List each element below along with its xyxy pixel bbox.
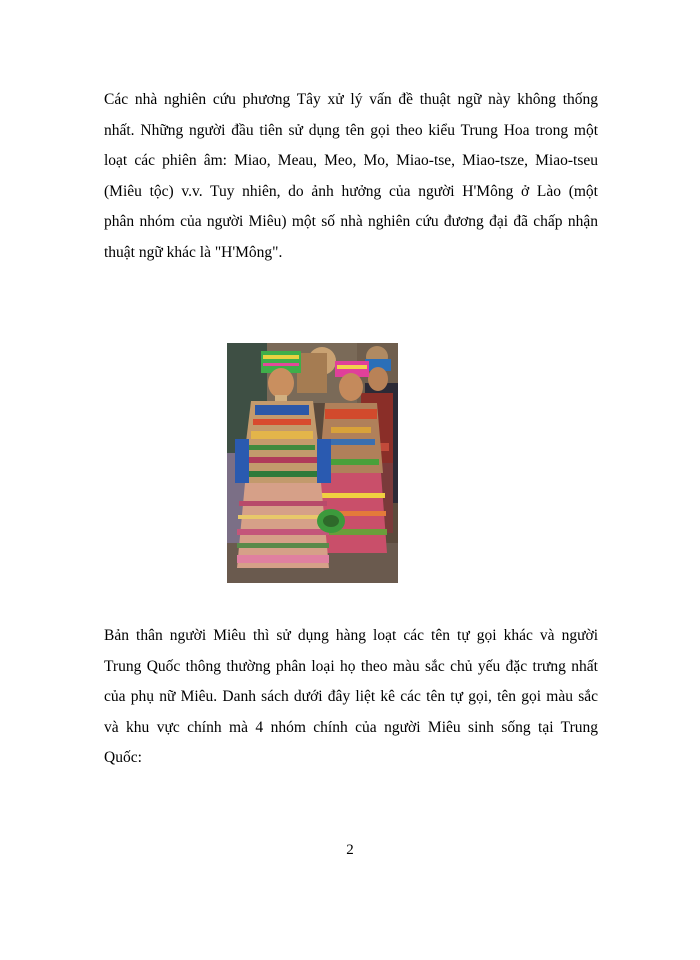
paragraph-self-names	[104, 621, 598, 774]
page-number: 2	[346, 842, 354, 858]
paragraph-line: và khu vực chính mà 4 nhóm chính của người Miêu sinh sống tại Trung	[104, 718, 598, 736]
paragraph-line: Trung Quốc thông thường phân loại họ theo màu sắc chủ yếu đặc trưng nhất	[104, 657, 598, 675]
paragraph-line: của phụ nữ Miêu. Danh sách dưới đây liệt kê các tên tự gọi, tên gọi màu sắc	[104, 688, 598, 705]
paragraph-intro	[104, 85, 598, 268]
paragraph-line: phân nhóm của người Miêu) một số nhà nghiên cứu đương đại đã chấp nhận	[104, 213, 598, 230]
paragraph-line: (Miêu tộc) v.v. Tuy nhiên, do ảnh hưởng của người H'Mông ở Lào (một	[104, 182, 598, 200]
paragraph-line: Các nhà nghiên cứu phương Tây xử lý vấn đề thuật ngữ này không thống	[104, 91, 598, 108]
paragraph-line: nhất. Những người đầu tiên sử dụng tên gọi theo kiểu Trung Hoa trong một	[104, 121, 598, 139]
paragraph-line: Quốc:	[104, 749, 142, 766]
paragraph-line: loạt các phiên âm: Miao, Meau, Meo, Mo, Miao-tse, Miao-tsze, Miao-tseu	[104, 152, 598, 169]
paragraph-line: thuật ngữ khác là "H'Mông".	[104, 243, 283, 261]
photo-hmong-women	[227, 343, 398, 583]
paragraph-line: Bản thân người Miêu thì sử dụng hàng loạt các tên tự gọi khác và người	[104, 627, 598, 644]
